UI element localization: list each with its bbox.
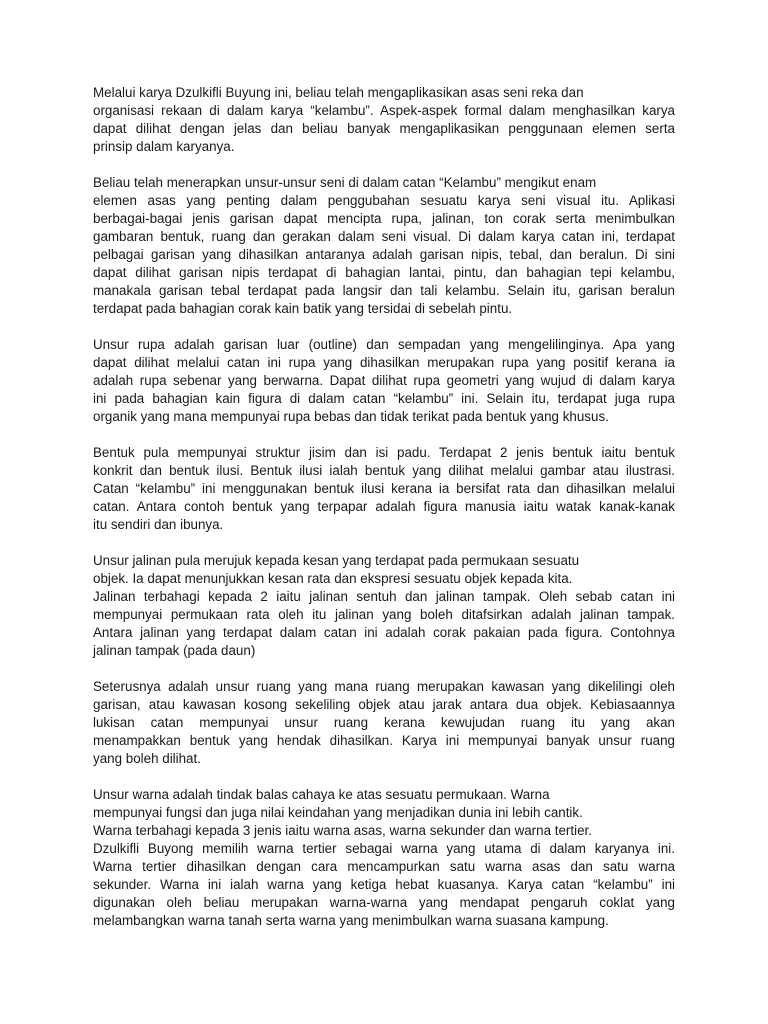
text-line: organisasi rekaan di dalam karya “kelambu”. Aspek-aspek formal dalam menghasilkan karya [93, 103, 675, 118]
text-line: mempunyai fungsi dan juga nilai keindahan yang menjadikan dunia ini lebih cantik. [93, 805, 583, 820]
text-line: garisan, atau kawasan kosong sekeliling objek atau jarak antara dua objek. Kebiasaannya [93, 697, 675, 712]
paragraph [93, 84, 675, 156]
text-line: adalah rupa sebenar yang berwarna. Dapat dilihat rupa geometri yang wujud di dalam karya [93, 373, 675, 388]
paragraph [93, 552, 675, 660]
text-line: Unsur warna adalah tindak balas cahaya ke atas sesuatu permukaan. Warna [93, 787, 550, 802]
text-line: dapat dilihat melalui catan ini rupa yang dihasilkan merupakan rupa yang positif kerana ia [93, 355, 675, 370]
text-line: terdapat pada bahagian corak kain batik yang tersidai di sebelah pintu. [93, 301, 513, 316]
paragraph [93, 786, 675, 930]
text-line: menampakkan bentuk yang hendak dihasilkan. Karya ini mempunyai banyak unsur ruang [93, 733, 675, 748]
text-line: organik yang mana mempunyai rupa bebas dan tidak terikat pada bentuk yang khusus. [93, 409, 609, 424]
text-line: jalinan tampak (pada daun) [93, 643, 256, 658]
text-line: pelbagai garisan yang dihasilkan antaranya adalah garisan nipis, tebal, dan beralun. Di sini [93, 247, 675, 262]
text-line: dapat dilihat dengan jelas dan beliau banyak mengaplikasikan penggunaan elemen serta [93, 121, 675, 136]
text-line: Beliau telah menerapkan unsur-unsur seni di dalam catan “Kelambu” mengikut enam [93, 175, 597, 190]
text-line: catan. Antara contoh bentuk yang terpapar adalah figura manusia iaitu watak kanak-kanak [93, 499, 675, 514]
text-line: gambaran bentuk, ruang dan gerakan dalam seni visual. Di dalam karya catan ini, terdapat [93, 229, 675, 244]
text-line: Bentuk pula mempunyai struktur jisim dan isi padu. Terdapat 2 jenis bentuk iaitu bentuk [93, 445, 675, 460]
document-body [93, 84, 675, 948]
text-line: elemen asas yang penting dalam penggubahan sesuatu karya seni visual itu. Aplikasi [93, 193, 675, 208]
text-line: Unsur jalinan pula merujuk kepada kesan yang terdapat pada permukaan sesuatu [93, 553, 580, 568]
text-line: mempunyai permukaan rata oleh itu jalinan yang boleh ditafsirkan adalah jalinan tampak. [93, 607, 675, 622]
text-line: konkrit dan bentuk ilusi. Bentuk ilusi ialah bentuk yang dilihat melalui gambar atau ilustrasi. [93, 463, 675, 478]
paragraph [93, 444, 675, 534]
text-line: Catan “kelambu” ini menggunakan bentuk ilusi kerana ia bersifat rata dan dihasilkan melalui [93, 481, 675, 496]
text-line: sekunder. Warna ini ialah warna yang ketiga hebat kuasanya. Karya catan “kelambu” ini [93, 877, 675, 892]
text-line: Warna tertier dihasilkan dengan cara mencampurkan satu warna asas dan satu warna [93, 859, 675, 874]
text-line: Seterusnya adalah unsur ruang yang mana ruang merupakan kawasan yang dikelilingi oleh [93, 679, 675, 694]
text-line: Antara jalinan yang terdapat dalam catan ini adalah corak pakaian pada figura. Contohnya [93, 625, 675, 640]
text-line: objek. Ia dapat menunjukkan kesan rata dan ekspresi sesuatu objek kepada kita. [93, 571, 573, 586]
text-line: dapat dilihat garisan nipis terdapat di bahagian lantai, pintu, dan bahagian tepi kelambu, [93, 265, 675, 280]
text-line: itu sendiri dan ibunya. [93, 517, 224, 532]
text-line: Jalinan terbahagi kepada 2 iaitu jalinan sentuh dan jalinan tampak. Oleh sebab catan ini [93, 589, 675, 604]
text-line: manakala garisan tebal terdapat pada langsir dan tali kelambu. Selain itu, garisan beralun [93, 283, 675, 298]
paragraph [93, 174, 675, 318]
text-line: ini pada bahagian kain figura di dalam catan “kelambu” ini. Selain itu, terdapat juga rupa [93, 391, 675, 406]
text-line: Warna terbahagi kepada 3 jenis iaitu warna asas, warna sekunder dan warna tertier. [93, 823, 592, 838]
text-line: Dzulkifli Buyong memilih warna tertier sebagai warna yang utama di dalam karyanya ini. [93, 841, 675, 856]
text-line: digunakan oleh beliau merupakan warna-warna yang mendapat pengaruh coklat yang [93, 895, 675, 910]
text-line: yang boleh dilihat. [93, 751, 201, 766]
paragraph [93, 336, 675, 426]
text-line: lukisan catan mempunyai unsur ruang kerana kewujudan ruang itu yang akan [93, 715, 675, 730]
text-line: Melalui karya Dzulkifli Buyung ini, beliau telah mengaplikasikan asas seni reka dan [93, 85, 584, 100]
text-line: melambangkan warna tanah serta warna yang menimbulkan warna suasana kampung. [93, 913, 609, 928]
paragraph [93, 678, 675, 768]
text-line: berbagai-bagai jenis garisan dapat mencipta rupa, jalinan, ton corak serta menimbulkan [93, 211, 675, 226]
text-line: Unsur rupa adalah garisan luar (outline) dan sempadan yang mengelilinginya. Apa yang [93, 337, 675, 352]
text-line: prinsip dalam karyanya. [93, 139, 235, 154]
